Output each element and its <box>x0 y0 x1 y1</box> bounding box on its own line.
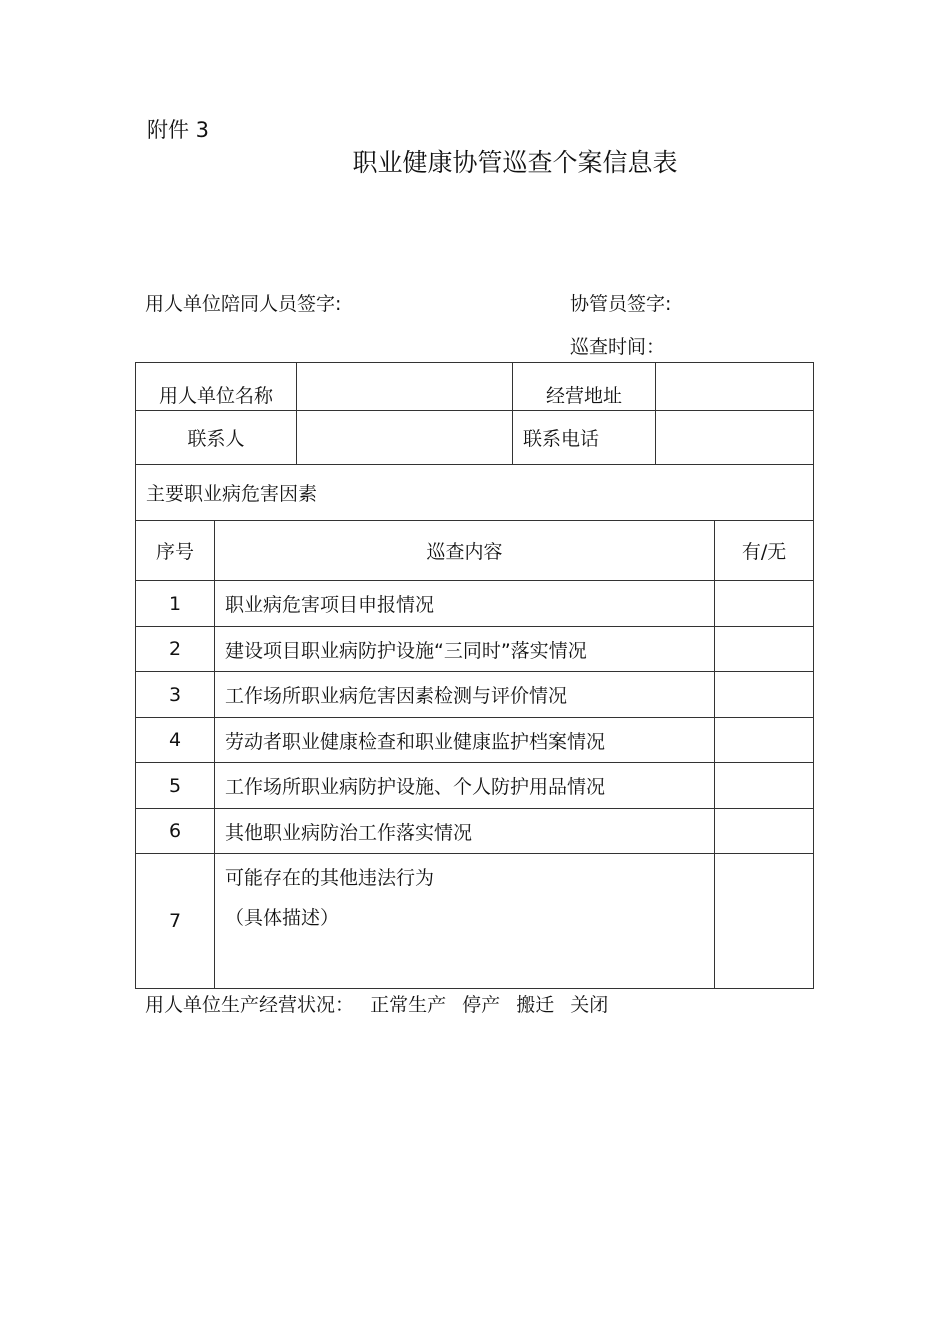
row-yes-no-field[interactable] <box>715 809 814 854</box>
attachment-label: 附件 3 <box>147 118 210 142</box>
header-no: 序号 <box>136 521 215 581</box>
employer-name-label: 用人单位名称 <box>136 363 297 411</box>
contact-info-row <box>136 411 814 465</box>
employer-info-row <box>136 363 814 411</box>
table-row <box>136 763 814 809</box>
row-number: 6 <box>136 809 215 854</box>
row-yes-no-field[interactable] <box>715 763 814 809</box>
row-yes-no-field[interactable] <box>715 854 814 989</box>
page-title: 职业健康协管巡查个案信息表 <box>352 148 678 177</box>
employer-escort-signature-label: 用人单位陪同人员签字: <box>145 293 342 315</box>
header-content: 巡查内容 <box>215 521 715 581</box>
phone-field[interactable] <box>656 411 814 465</box>
hazards-row <box>136 465 814 521</box>
row-number: 2 <box>136 627 215 672</box>
row-yes-no-field[interactable] <box>715 718 814 763</box>
contact-label: 联系人 <box>136 411 297 465</box>
row-content: 其他职业病防治工作落实情况 <box>215 809 715 854</box>
table-row <box>136 718 814 763</box>
row-yes-no-field[interactable] <box>715 672 814 718</box>
business-address-label: 经营地址 <box>513 363 656 411</box>
row-number: 5 <box>136 763 215 809</box>
row-number: 1 <box>136 581 215 627</box>
table-header-row <box>136 521 814 581</box>
business-status-label: 用人单位生产经营状况： <box>145 994 355 1016</box>
status-option-normal[interactable]: 正常生产 <box>370 994 447 1016</box>
contact-field[interactable] <box>297 411 513 465</box>
hazards-label: 主要职业病危害因素 <box>136 465 814 521</box>
row-yes-no-field[interactable] <box>715 627 814 672</box>
table-row <box>136 627 814 672</box>
table-row <box>136 672 814 718</box>
row-yes-no-field[interactable] <box>715 581 814 627</box>
status-option-suspended[interactable]: 停产 <box>462 994 501 1016</box>
row-number: 3 <box>136 672 215 718</box>
row-content: 职业病危害项目申报情况 <box>215 581 715 627</box>
row-content: 工作场所职业病危害因素检测与评价情况 <box>215 672 715 718</box>
row-content: 可能存在的其他违法行为 <box>225 867 435 889</box>
inspection-form-table <box>135 362 814 989</box>
row-content: 劳动者职业健康检查和职业健康监护档案情况 <box>215 718 715 763</box>
inspector-signature-label: 协管员签字: <box>570 293 672 315</box>
business-address-field[interactable] <box>656 363 814 411</box>
employer-name-field[interactable] <box>297 363 513 411</box>
table-row <box>136 809 814 854</box>
row-note: （具体描述） <box>225 907 340 929</box>
row-number: 4 <box>136 718 215 763</box>
phone-label: 联系电话 <box>513 411 656 465</box>
header-yes-no: 有/无 <box>715 521 814 581</box>
business-status-line <box>145 990 618 1017</box>
status-option-closed[interactable]: 关闭 <box>570 994 609 1016</box>
row-content-cell <box>215 854 715 989</box>
row-content: 建设项目职业病防护设施“三同时”落实情况 <box>215 627 715 672</box>
status-option-relocated[interactable]: 搬迁 <box>516 994 555 1016</box>
row-content: 工作场所职业病防护设施、个人防护用品情况 <box>215 763 715 809</box>
inspection-time-label: 巡查时间： <box>570 336 666 358</box>
table-row <box>136 854 814 989</box>
table-row <box>136 581 814 627</box>
row-number: 7 <box>136 854 215 989</box>
